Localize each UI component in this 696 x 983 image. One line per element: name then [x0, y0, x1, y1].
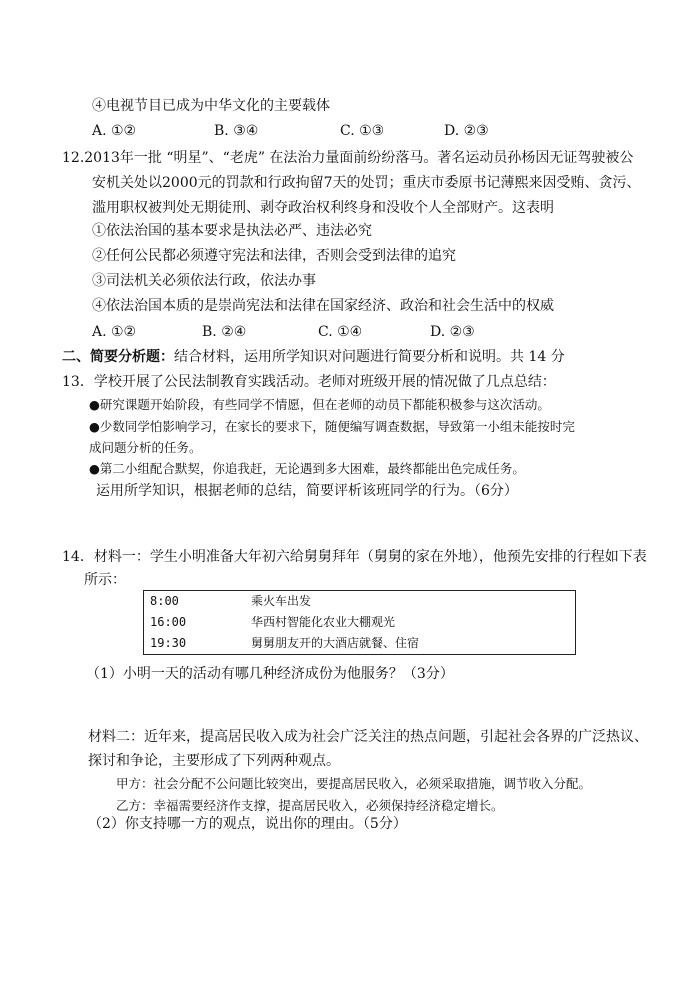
q12-option-c: C. ①④ [318, 324, 363, 340]
q14-sub-question-1: （1）小明一天的活动有哪几种经济成份为他服务？（3分） [86, 666, 454, 682]
q12-option-a: A. ①② [92, 324, 137, 340]
q13-stem: 13．学校开展了公民法制教育实践活动。老师对班级开展的情况做了几点总结： [62, 374, 556, 390]
q14-sub-question-2: （2）你支持哪一方的观点，说出你的理由。（5分） [88, 816, 407, 832]
q13-question: 运用所学知识，根据老师的总结，简要评析该班同学的行为。（6分） [96, 483, 518, 499]
itinerary-time: 16:00 [150, 615, 187, 629]
q12-item-1: ①依法治国的基本要求是执法必严、违法必究 [92, 223, 372, 239]
q12-stem-line-2: 安机关处以2000元的罚款和行政拘留7天的处罚；重庆市委原书记薄熙来因受贿、贪污、 [92, 175, 641, 191]
section-title: 二、简要分析题： [62, 349, 174, 365]
q12-item-3: ③司法机关必须依法行政，依法办事 [92, 273, 316, 289]
q12-item-4: ④依法治国本质的是崇尚宪法和法律在国家经济、政治和社会生活中的权威 [92, 298, 554, 314]
table-row [144, 612, 576, 633]
q13-bullet-2-line-2: 成问题分析的任务。 [89, 440, 202, 455]
table-row [144, 633, 576, 655]
q14-material-1-line-2: 所示： [84, 572, 126, 588]
q14-material-2-line-2: 探讨和争论，主要形成了下列两种观点。 [88, 753, 340, 769]
itinerary-time: 8:00 [150, 594, 179, 608]
q11-option-b: B. ③④ [214, 123, 259, 139]
itinerary-table [143, 590, 576, 655]
table-row [144, 591, 576, 613]
itinerary-event: 华西村智能化农业大棚观光 [251, 615, 396, 629]
q13-bullet-3: ●第二小组配合默契，你追我赶，无论遇到多大困难，最终都能出色完成任务。 [89, 461, 525, 476]
itinerary-time: 19:30 [150, 636, 187, 650]
itinerary-event: 舅舅朋友开的大酒店就餐、住宿 [251, 636, 420, 650]
q12-stem-line-3: 滥用职权被判处无期徒刑、剥夺政治权利终身和没收个人全部财产。这表明 [92, 200, 554, 216]
itinerary-event: 乘火车出发 [251, 594, 312, 608]
q12-option-d: D. ②③ [430, 324, 475, 340]
q14-view-a: 甲方：社会分配不公问题比较突出，要提高居民收入，必须采取措施，调节收入分配。 [116, 776, 592, 791]
q14-material-2-line-1: 材料二：近年来，提高居民收入成为社会广泛关注的热点问题，引起社会各界的广泛热议、 [88, 729, 648, 745]
q14-view-b: 乙方：幸福需要经济作支撑，提高居民收入，必须保持经济稳定增长。 [116, 798, 504, 813]
q13-bullet-1: ●研究课题开始阶段，有些同学不情愿，但在老师的动员下都能积极参与这次活动。 [89, 397, 550, 412]
q11-option-d: D. ②③ [444, 123, 489, 139]
section-heading [62, 348, 565, 366]
q12-item-2: ②任何公民都必须遵守宪法和法律，否则会受到法律的追究 [92, 248, 456, 264]
q14-material-1-line-1: 14．材料一：学生小明准备大年初六给舅舅拜年（舅舅的家在外地），他预先安排的行程如下表 [62, 549, 647, 565]
section-description: 结合材料，运用所学知识对问题进行简要分析和说明。共 14 分 [174, 349, 565, 365]
q12-stem-line-1: 12.2013年一批 “明星”、“老虎” 在法治力量面前纷纷落马。著名运动员孙杨因无证驾驶被公 [62, 150, 634, 166]
q11-option-c: C. ①③ [340, 123, 385, 139]
q11-option-a: A. ①② [92, 123, 137, 139]
q11-item-4: ④电视节目已成为中华文化的主要载体 [92, 98, 330, 114]
q12-option-b: B. ②④ [202, 324, 247, 340]
q13-bullet-2-line-1: ●少数同学怕影响学习，在家长的要求下，随便编写调查数据，导致第一小组未能按时完 [89, 419, 575, 434]
